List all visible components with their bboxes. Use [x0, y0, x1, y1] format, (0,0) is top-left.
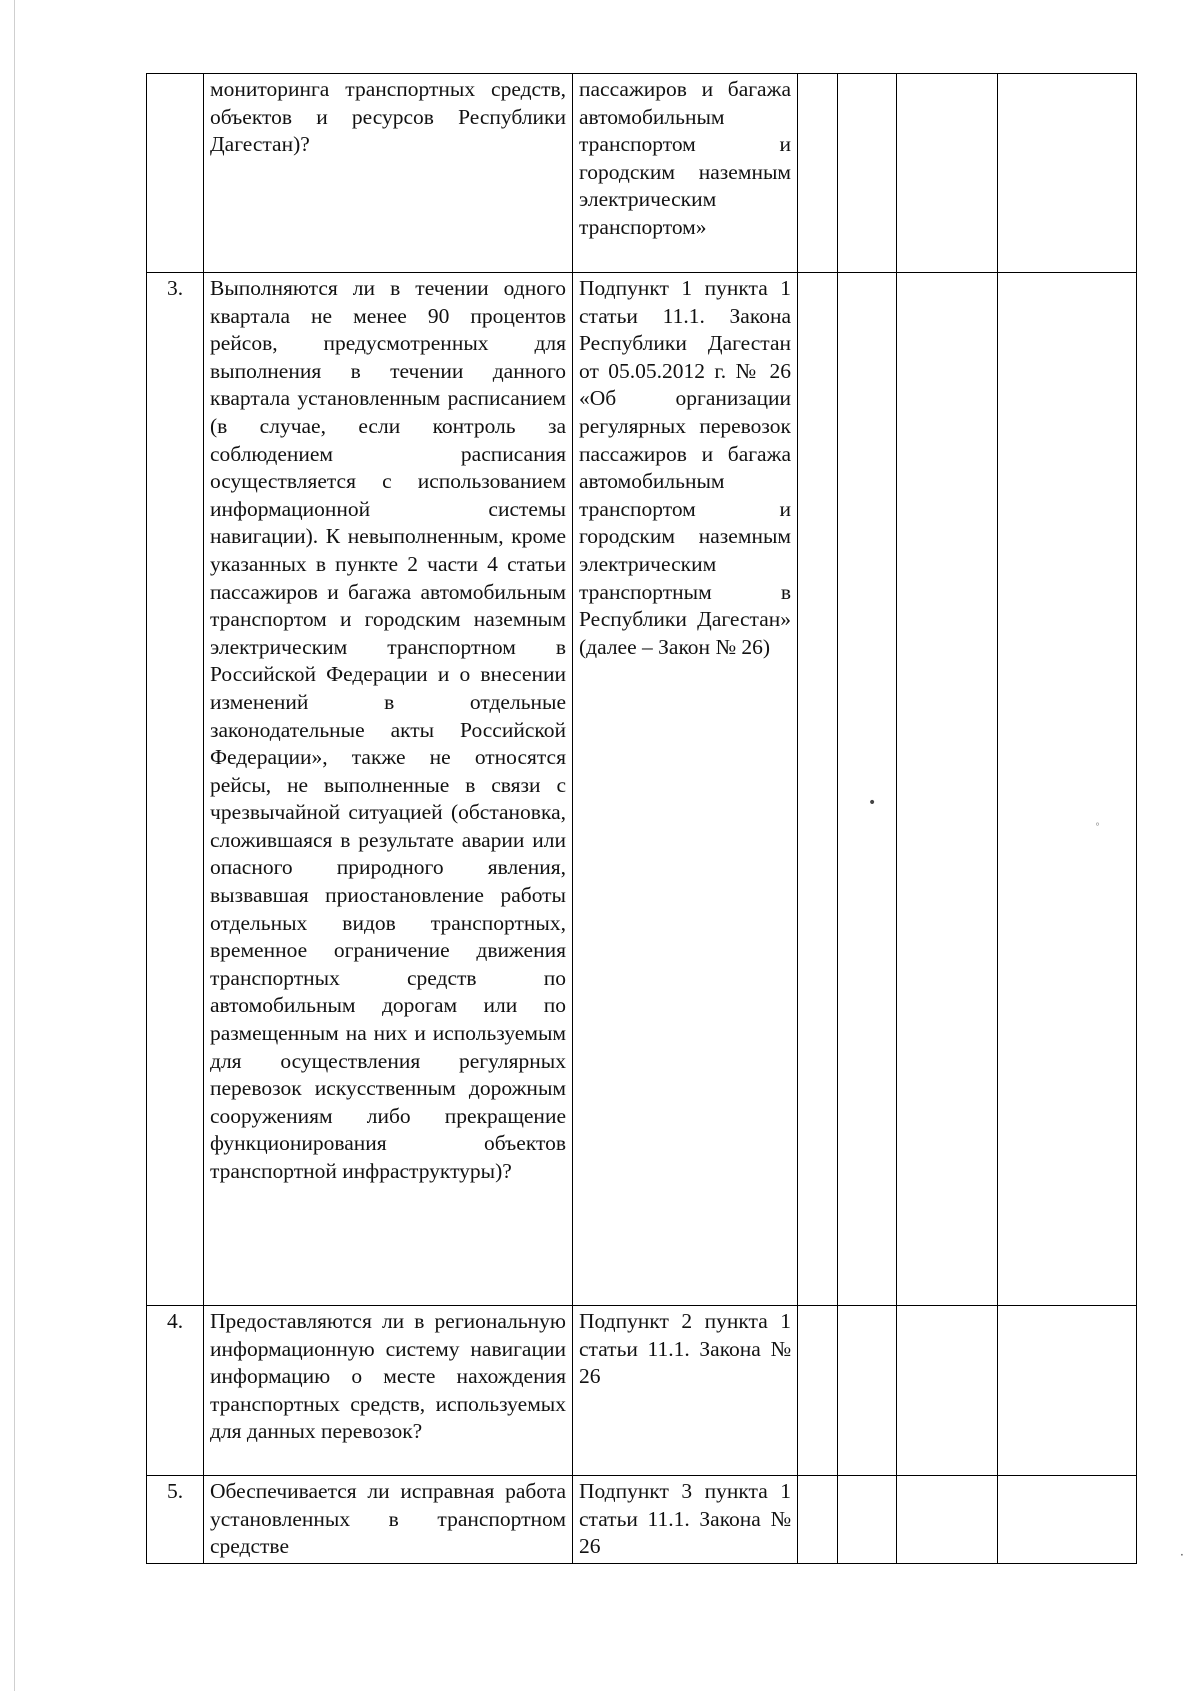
not-applicable-cell — [897, 74, 998, 273]
reference-cell: Подпункт 2 пункта 1 статьи 11.1. Закона № 26 — [573, 1306, 798, 1476]
answer-no-cell — [838, 1306, 897, 1476]
answer-yes-cell — [798, 1476, 838, 1564]
question-cell: мониторинга транспортных средств, объектов и ресурсов Республики Дагестан)? — [204, 74, 573, 273]
row-number: 5. — [147, 1476, 204, 1564]
table-row — [147, 1306, 1137, 1476]
note-cell — [998, 74, 1137, 273]
question-cell: Выполняются ли в течении одного квартала не менее 90 процентов рейсов, предусмотренных для выполнения в течении данного квартала установленным расписанием (в случае, если контроль за соблюдением расписания осуществляется с использованием информационной системы навигации). К невыполненным, кроме указанных в пункте 2 части 4 статьи пассажиров и багажа автомобильным транспортом и городским наземным электрическим транспортном в Российской Федерации и о внесении изменений в отдельные законодательные акты Российской Федерации», также не относятся рейсы, не выполненные в связи с чрезвычайной ситуацией (обстановка, сложившаяся в результате аварии или опасного природного явления, вызвавшая приостановление работы отдельных видов транспортных, временное ограничение движения транспортных средств по автомобильным дорогам или по размещенным на них и используемым для осуществления регулярных перевозок искусственным дорожным сооружениям либо прекращение функционирования объектов транспортной инфраструктуры)? — [204, 273, 573, 1306]
not-applicable-cell — [897, 1306, 998, 1476]
scan-speck: • — [868, 795, 877, 811]
scan-speck: · — [1180, 1548, 1184, 1562]
note-cell — [998, 1306, 1137, 1476]
note-cell — [998, 273, 1137, 1306]
table-row — [147, 1476, 1137, 1564]
answer-yes-cell — [798, 1306, 838, 1476]
reference-cell: пассажиров и багажа автомобильным транспортом и городским наземным электрическим транспортом» — [573, 74, 798, 273]
not-applicable-cell — [897, 1476, 998, 1564]
table-row — [147, 74, 1137, 273]
answer-yes-cell — [798, 74, 838, 273]
answer-no-cell — [838, 273, 897, 1306]
answer-yes-cell — [798, 273, 838, 1306]
scan-edge-line — [14, 0, 15, 1691]
reference-cell: Подпункт 3 пункта 1 статьи 11.1. Закона № 26 — [573, 1476, 798, 1564]
scan-speck: ° — [1095, 822, 1100, 833]
not-applicable-cell — [897, 273, 998, 1306]
table-row — [147, 273, 1137, 1306]
reference-cell: Подпункт 1 пункта 1 статьи 11.1. Закона Республики Дагестан от 05.05.2012 г. № 26 «Об организации регулярных перевозок пассажиров и багажа автомобильным транспортом и городским наземным электрическим транспортным в Республики Дагестан» (далее – Закон № 26) — [573, 273, 798, 1306]
checklist-table — [146, 73, 1137, 1564]
row-number: 4. — [147, 1306, 204, 1476]
answer-no-cell — [838, 1476, 897, 1564]
question-cell: Предоставляются ли в региональную информационную систему навигации информацию о месте нахождения транспортных средств, используемых для данных перевозок? — [204, 1306, 573, 1476]
question-cell: Обеспечивается ли исправная работа установленных в транспортном средстве — [204, 1476, 573, 1564]
note-cell — [998, 1476, 1137, 1564]
row-number — [147, 74, 204, 273]
answer-no-cell — [838, 74, 897, 273]
row-number: 3. — [147, 273, 204, 1306]
